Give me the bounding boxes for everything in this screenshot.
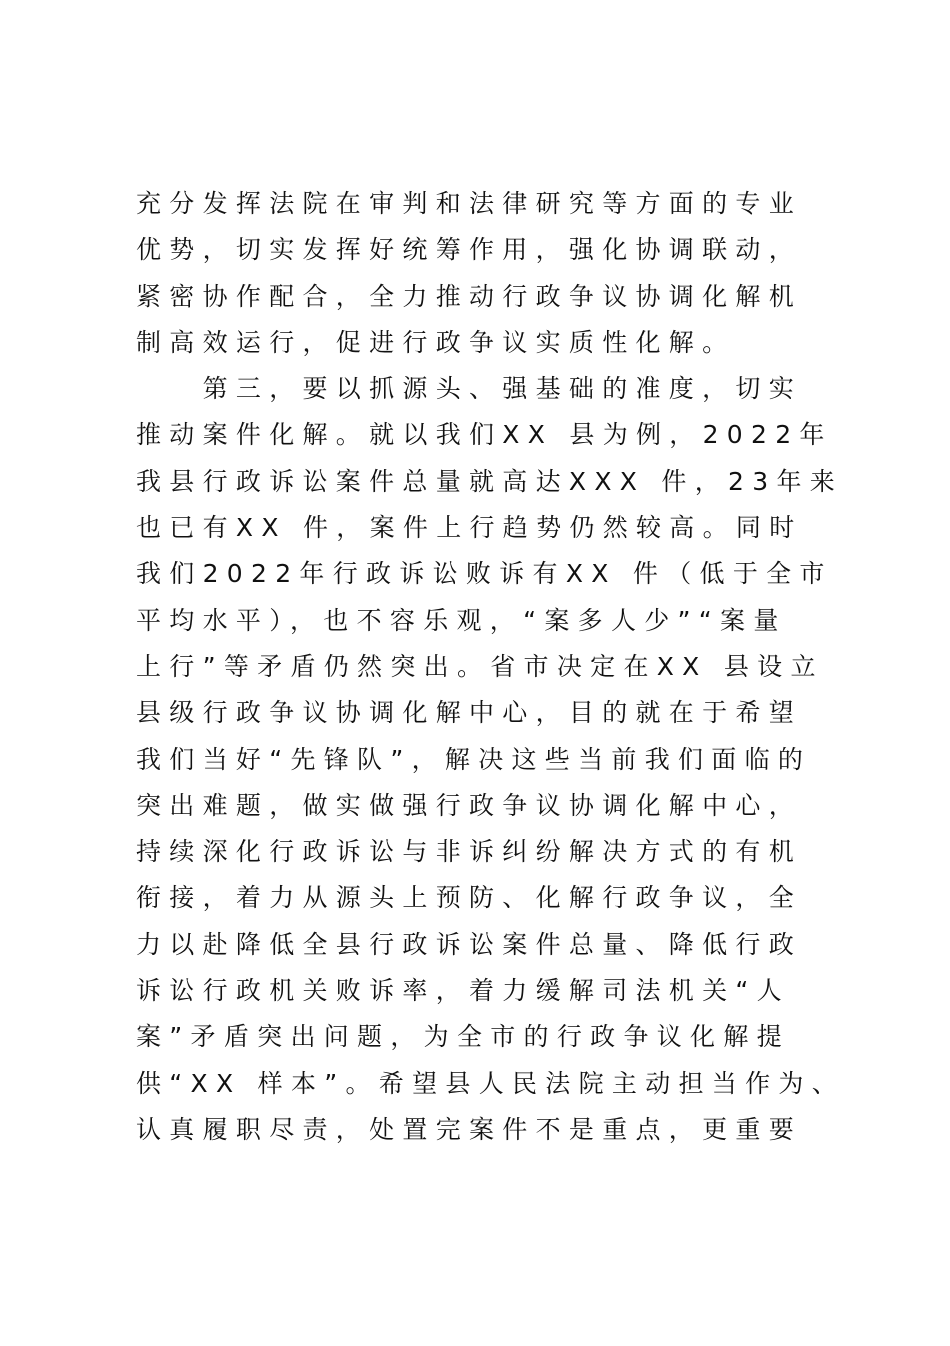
text-line: 推动案件化解。就以我们XX 县为例，2022年 (136, 420, 833, 450)
body-text (136, 181, 846, 1153)
text-line: 也已有XX 件，案件上行趋势仍然较高。同时 (136, 513, 803, 543)
text-line: 上行”等矛盾仍然突出。省市决定在XX 县设立 (136, 651, 824, 681)
text-line: 紧密协作配合，全力推动行政争议协调化解机 (136, 281, 803, 311)
text-line: 优势，切实发挥好统筹作用，强化协调联动， (136, 235, 803, 265)
text-line: 衔接，着力从源头上预防、化解行政争议，全 (136, 883, 803, 913)
text-line: 力以赴降低全县行政诉讼案件总量、降低行政 (136, 929, 803, 959)
text-line: 我们2022年行政诉讼败诉有XX 件（低于全市 (136, 559, 833, 589)
text-line: 平均水平），也不容乐观，“案多人少”“案量 (136, 605, 787, 635)
text-line: 我县行政诉讼案件总量就高达XXX 件，23年来 (136, 466, 844, 496)
text-line: 充分发挥法院在审判和法律研究等方面的专业 (136, 189, 803, 218)
text-line: 制高效运行，促进行政争议实质性化解。 (136, 327, 736, 357)
text-line: 持续深化行政诉讼与非诉纠纷解决方式的有机 (136, 837, 803, 867)
text-line: 认真履职尽责，处置完案件不是重点，更重要 (136, 1114, 803, 1144)
text-line: 诉讼行政机关败诉率，着力缓解司法机关“人 (136, 976, 790, 1006)
text-line: 我们当好“先锋队”，解决这些当前我们面临的 (136, 744, 812, 774)
text-line: 突出难题，做实做强行政争议协调化解中心， (136, 790, 803, 820)
paragraph-start-line: 第三，要以抓源头、强基础的准度，切实 (136, 374, 803, 404)
text-line: 供“XX 样本”。希望县人民法院主动担当作为、 (136, 1068, 846, 1098)
text-line: 县级行政争议协调化解中心，目的就在于希望 (136, 698, 803, 728)
text-line: 案”矛盾突出问题，为全市的行政争议化解提 (136, 1022, 790, 1052)
